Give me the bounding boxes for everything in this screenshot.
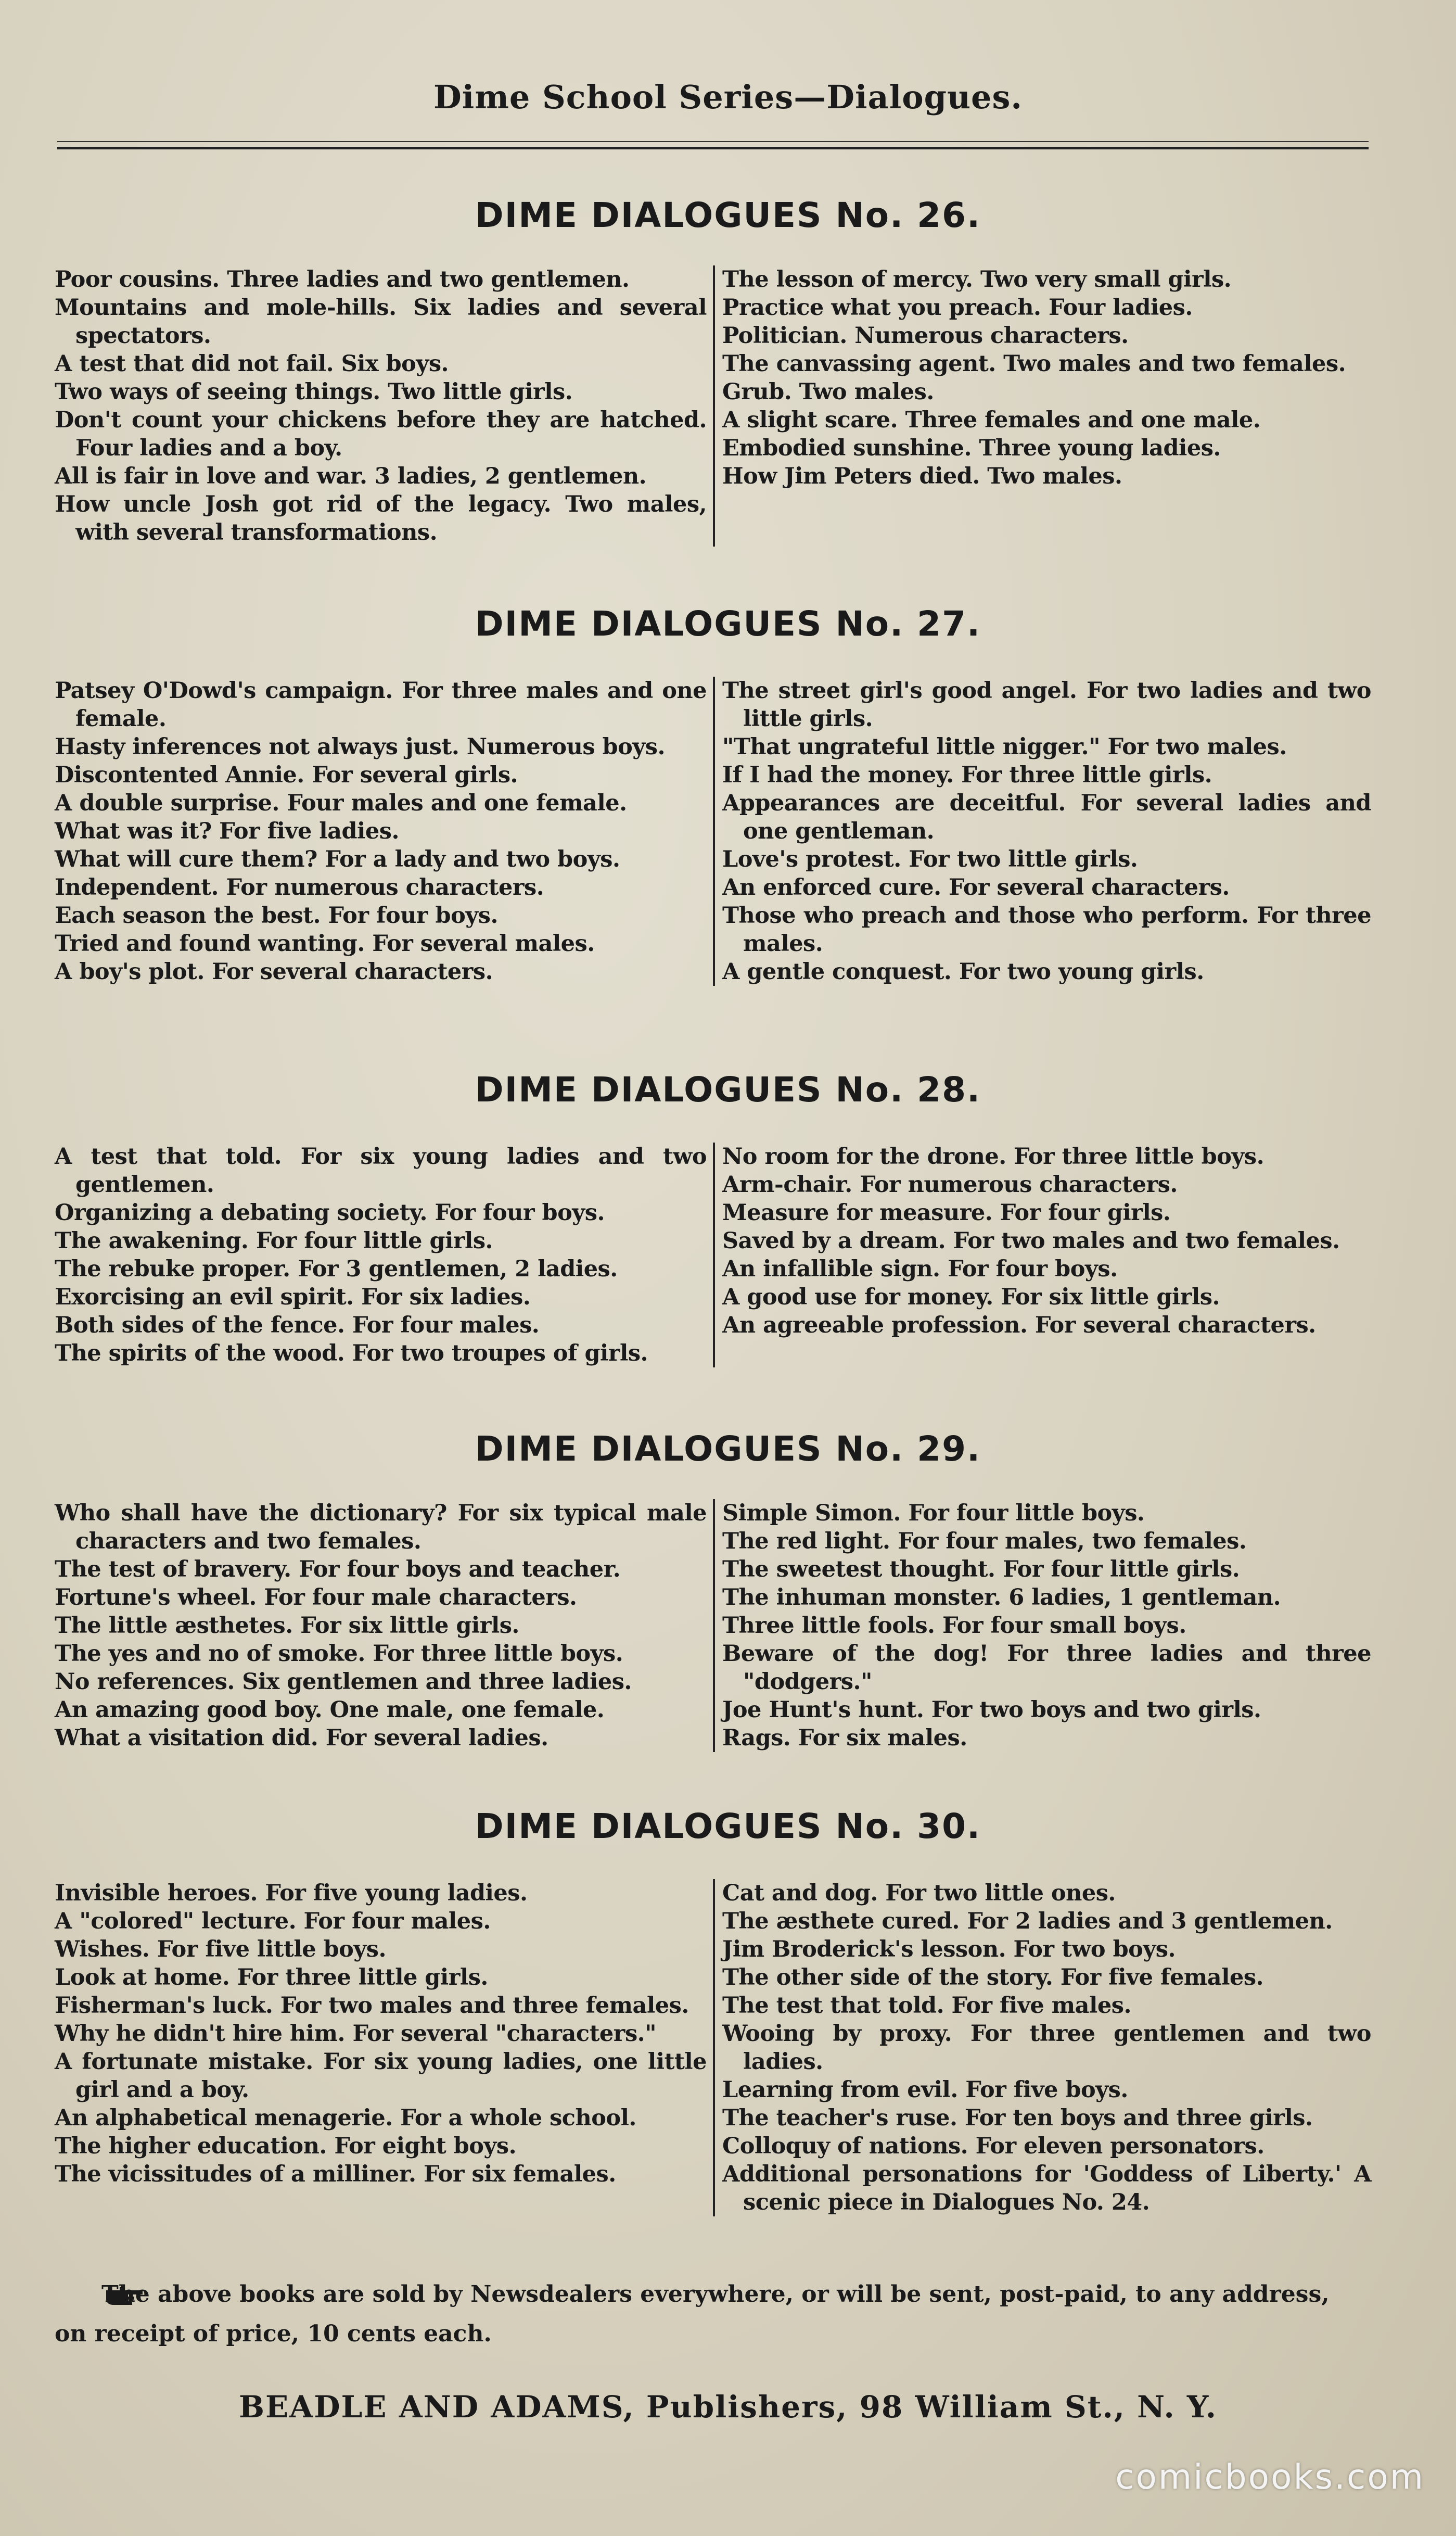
dialogue-entry: Saved by a dream. For two males and two females. bbox=[722, 1228, 1340, 1254]
dialogue-entry: An infallible sign. For four boys. bbox=[722, 1256, 1118, 1282]
site-watermark: comicbooks.com bbox=[1115, 2457, 1425, 2497]
dialogue-entry: Measure for measure. For four girls. bbox=[722, 1200, 1171, 1226]
dialogue-entry: An alphabetical menagerie. For a whole school. bbox=[55, 2105, 636, 2131]
dialogue-entry: Practice what you preach. Four ladies. bbox=[722, 295, 1193, 321]
dialogue-entry: An agreeable profession. For several characters. bbox=[722, 1312, 1316, 1338]
right-column bbox=[713, 265, 1371, 547]
dialogue-entry: The little æsthetes. For six little girls. bbox=[55, 1613, 519, 1639]
dialogue-entry: Additional personations for 'Goddess of Liberty.' A scenic piece in Dialogues No. 24. bbox=[722, 2161, 1371, 2215]
dialogue-entry: The sweetest thought. For four little girls. bbox=[722, 1556, 1240, 1582]
dialogue-entry: Mountains and mole-hills. Six ladies and several spectators. bbox=[55, 295, 707, 349]
dialogue-entry: Grub. Two males. bbox=[722, 379, 934, 405]
dialogue-entry: The canvassing agent. Two males and two females. bbox=[722, 351, 1346, 377]
section-title: DIME DIALOGUES No. 27. bbox=[475, 604, 981, 644]
dialogue-entry: The lesson of mercy. Two very small girls. bbox=[722, 267, 1232, 293]
dialogue-entry: Discontented Annie. For several girls. bbox=[55, 762, 518, 788]
dialogue-entry: The test of bravery. For four boys and teacher. bbox=[55, 1556, 621, 1582]
dialogue-entry: Each season the best. For four boys. bbox=[55, 903, 498, 929]
section-title: DIME DIALOGUES No. 29. bbox=[475, 1429, 981, 1469]
dialogue-entry: A gentle conquest. For two young girls. bbox=[722, 959, 1204, 985]
section-title: DIME DIALOGUES No. 28. bbox=[475, 1070, 981, 1110]
dialogue-entry: "That ungrateful little nigger." For two males. bbox=[722, 734, 1287, 760]
dialogue-entry: An amazing good boy. One male, one female. bbox=[55, 1697, 605, 1723]
dialogue-entry: Simple Simon. For four little boys. bbox=[722, 1500, 1145, 1526]
dialogue-entry: A good use for money. For six little girls. bbox=[722, 1284, 1220, 1310]
dialogue-entry: Don't count your chickens before they are hatched. Four ladies and a boy. bbox=[55, 407, 707, 461]
dialogue-entry: Why he didn't hire him. For several "characters." bbox=[55, 2021, 657, 2047]
publisher-line: BEADLE AND ADAMS, Publishers, 98 William St., N. Y. bbox=[238, 2389, 1217, 2425]
dialogue-entry: Exorcising an evil spirit. For six ladies. bbox=[55, 1284, 531, 1310]
dialogue-entry: How uncle Josh got rid of the legacy. Two males, with several transformations. bbox=[55, 491, 707, 546]
section-columns bbox=[55, 1879, 1376, 2216]
dialogue-entry: A double surprise. Four males and one female. bbox=[55, 790, 627, 816]
series-title: Dime School Series—Dialogues. bbox=[433, 78, 1023, 116]
dialogue-entry: A "colored" lecture. For four males. bbox=[55, 1908, 491, 1934]
dialogue-entry: Those who preach and those who perform. For three males. bbox=[722, 903, 1371, 957]
dialogue-entry: The rebuke proper. For 3 gentlemen, 2 ladies. bbox=[55, 1256, 618, 1282]
dialogue-entry: Cat and dog. For two little ones. bbox=[722, 1880, 1116, 1906]
dialogue-entry: Two ways of seeing things. Two little girls. bbox=[55, 379, 573, 405]
dialogue-entry: Colloquy of nations. For eleven personators. bbox=[722, 2133, 1265, 2159]
dialogue-entry: The other side of the story. For five females. bbox=[722, 1964, 1264, 1990]
dialogue-entry: The spirits of the wood. For two troupes of girls. bbox=[55, 1340, 648, 1366]
dialogue-entry: The test that told. For five males. bbox=[722, 1993, 1131, 2019]
dialogue-entry: Fisherman's luck. For two males and three females. bbox=[55, 1993, 689, 2019]
dialogue-entry: Arm-chair. For numerous characters. bbox=[722, 1172, 1178, 1198]
dialogue-entry: Who shall have the dictionary? For six typical male characters and two females. bbox=[55, 1500, 707, 1554]
dialogue-entry: If I had the money. For three little girls. bbox=[722, 762, 1212, 788]
dialogue-entry: Three little fools. For four small boys. bbox=[722, 1613, 1186, 1639]
dialogue-entry: Hasty inferences not always just. Numerous boys. bbox=[55, 734, 665, 760]
dialogue-entry: Wishes. For five little boys. bbox=[55, 1936, 386, 1962]
right-column bbox=[713, 1143, 1371, 1367]
dialogue-entry: What was it? For five ladies. bbox=[55, 818, 399, 844]
dialogue-entry: What a visitation did. For several ladies. bbox=[55, 1725, 548, 1751]
dialogue-entry: No references. Six gentlemen and three ladies. bbox=[55, 1669, 632, 1695]
section-columns bbox=[55, 677, 1376, 986]
dialogue-entry: Organizing a debating society. For four boys. bbox=[55, 1200, 605, 1226]
dialogue-entry: Rags. For six males. bbox=[722, 1725, 967, 1751]
dialogue-entry: Appearances are deceitful. For several ladies and one gentleman. bbox=[722, 790, 1371, 844]
right-column bbox=[713, 1499, 1371, 1752]
dialogue-entry: Both sides of the fence. For four males. bbox=[55, 1312, 540, 1338]
section-columns bbox=[55, 1499, 1376, 1752]
dialogue-entry: A test that did not fail. Six boys. bbox=[55, 351, 449, 377]
dialogue-entry: A boy's plot. For several characters. bbox=[55, 959, 493, 985]
dialogue-entry: What will cure them? For a lady and two boys. bbox=[55, 846, 620, 872]
left-column bbox=[55, 1499, 713, 1752]
dialogue-entry: Beware of the dog! For three ladies and three "dodgers." bbox=[722, 1641, 1371, 1695]
dialogue-entry: Politician. Numerous characters. bbox=[722, 323, 1129, 349]
dialogue-entry: Patsey O'Dowd's campaign. For three males and one female. bbox=[55, 678, 707, 732]
dialogue-entry: Love's protest. For two little girls. bbox=[722, 846, 1138, 872]
right-column bbox=[713, 1879, 1371, 2216]
dialogue-entry: No room for the drone. For three little boys. bbox=[722, 1144, 1265, 1170]
dialogue-entry: Fortune's wheel. For four male characters. bbox=[55, 1584, 577, 1611]
dialogue-entry: The higher education. For eight boys. bbox=[55, 2133, 517, 2159]
dialogue-entry: The awakening. For four little girls. bbox=[55, 1228, 493, 1254]
section-columns bbox=[55, 1143, 1376, 1367]
left-column bbox=[55, 1879, 713, 2216]
dialogue-entry: The street girl's good angel. For two ladies and two little girls. bbox=[722, 678, 1371, 732]
dialogue-entry: All is fair in love and war. 3 ladies, 2 gentlemen. bbox=[55, 463, 647, 489]
dialogue-entry: Embodied sunshine. Three young ladies. bbox=[722, 435, 1221, 461]
dialogue-entry: The vicissitudes of a milliner. For six females. bbox=[55, 2161, 616, 2187]
dialogue-entry: The yes and no of smoke. For three little boys. bbox=[55, 1641, 623, 1667]
dialogue-entry: Independent. For numerous characters. bbox=[55, 874, 544, 901]
dialogue-entry: A test that told. For six young ladies and two gentlemen. bbox=[55, 1144, 707, 1198]
dialogue-entry: The red light. For four males, two females. bbox=[722, 1528, 1247, 1554]
left-column bbox=[55, 265, 713, 547]
dialogue-entry: The inhuman monster. 6 ladies, 1 gentleman. bbox=[722, 1584, 1281, 1611]
dialogue-entry: Joe Hunt's hunt. For two boys and two girls. bbox=[722, 1697, 1261, 1723]
dialogue-entry: Poor cousins. Three ladies and two gentlemen. bbox=[55, 267, 630, 293]
dialogue-entry: Jim Broderick's lesson. For two boys. bbox=[722, 1936, 1176, 1962]
dialogue-entry: The teacher's ruse. For ten boys and three girls. bbox=[722, 2105, 1313, 2131]
dialogue-entry: The æsthete cured. For 2 ladies and 3 gentlemen. bbox=[722, 1908, 1333, 1934]
dialogue-entry: A slight scare. Three females and one male. bbox=[722, 407, 1261, 433]
availability-notice: The above books are sold by Newsdealers everywhere, or will be sent, post-paid, to any address, on receipt of price, 10 cents each. bbox=[55, 2281, 1330, 2347]
header-rule bbox=[57, 147, 1369, 149]
dialogue-entry: Learning from evil. For five boys. bbox=[722, 2077, 1128, 2103]
dialogue-entry: Invisible heroes. For five young ladies. bbox=[55, 1880, 528, 1906]
right-column bbox=[713, 677, 1371, 986]
left-column bbox=[55, 1143, 713, 1367]
section-title: DIME DIALOGUES No. 26. bbox=[475, 195, 981, 235]
dialogue-entry: Look at home. For three little girls. bbox=[55, 1964, 488, 1990]
left-column bbox=[55, 677, 713, 986]
dialogue-entry: Wooing by proxy. For three gentlemen and two ladies. bbox=[722, 2021, 1371, 2075]
dialogue-entry: How Jim Peters died. Two males. bbox=[722, 463, 1122, 489]
section-columns bbox=[55, 265, 1376, 547]
dialogue-entry: An enforced cure. For several characters. bbox=[722, 874, 1230, 901]
dialogue-entry: Tried and found wanting. For several males. bbox=[55, 931, 595, 957]
section-title: DIME DIALOGUES No. 30. bbox=[475, 1806, 981, 1846]
dialogue-entry: A fortunate mistake. For six young ladies, one little girl and a boy. bbox=[55, 2049, 707, 2103]
